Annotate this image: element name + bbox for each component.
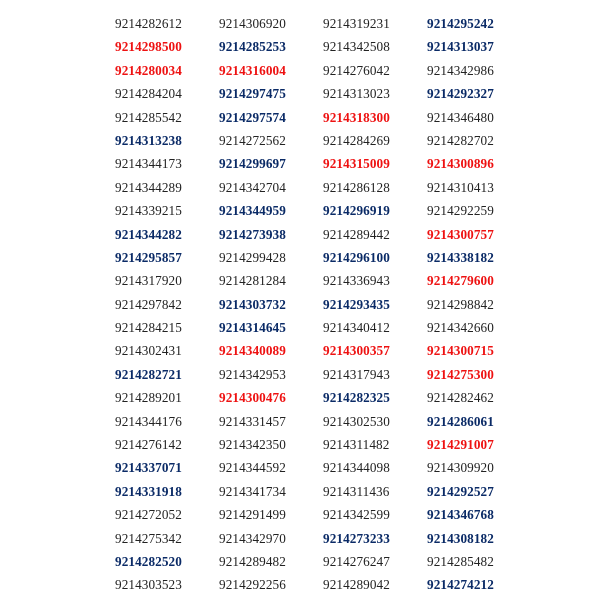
number-cell: 9214344173 bbox=[115, 156, 182, 172]
number-cell: 9214317943 bbox=[323, 366, 390, 382]
number-cell: 9214311482 bbox=[323, 437, 390, 453]
number-cell: 9214297475 bbox=[219, 86, 286, 102]
number-cell: 9214295242 bbox=[427, 16, 494, 31]
number-cell: 9214313037 bbox=[427, 39, 494, 55]
number-cell: 9214314645 bbox=[219, 320, 286, 336]
number-cell: 9214295857 bbox=[115, 249, 182, 265]
number-cell: 9214331457 bbox=[219, 413, 286, 429]
number-cell: 9214342970 bbox=[219, 530, 286, 546]
number-cell: 9214340412 bbox=[323, 320, 390, 336]
number-cell: 9214285542 bbox=[115, 109, 182, 125]
number-cell: 9214282520 bbox=[115, 553, 182, 569]
number-column-4 bbox=[427, 12, 531, 597]
number-cell: 9214289482 bbox=[219, 553, 286, 569]
number-cell: 9214280034 bbox=[115, 62, 182, 78]
number-cell: 9214286128 bbox=[323, 179, 390, 195]
number-column-1 bbox=[115, 12, 219, 597]
number-cell: 9214300757 bbox=[427, 226, 494, 242]
number-cell: 9214296919 bbox=[323, 203, 390, 219]
number-cell: 9214289042 bbox=[323, 577, 390, 593]
number-cell: 9214315009 bbox=[323, 156, 390, 172]
number-cell: 9214273938 bbox=[219, 226, 286, 242]
number-cell: 9214284204 bbox=[115, 86, 182, 102]
number-cell: 9214309920 bbox=[427, 460, 494, 476]
number-cell: 9214342350 bbox=[219, 437, 286, 453]
number-cell: 9214282462 bbox=[427, 390, 494, 406]
number-cell: 9214303732 bbox=[219, 296, 286, 312]
number-cell: 9214342599 bbox=[323, 507, 390, 523]
number-cell: 9214293435 bbox=[323, 296, 390, 312]
number-cell: 9214292259 bbox=[427, 203, 494, 219]
number-cell: 9214274212 bbox=[427, 577, 494, 593]
number-cell: 9214342508 bbox=[323, 39, 390, 55]
number-cell: 9214340089 bbox=[219, 343, 286, 359]
number-cell: 9214272052 bbox=[115, 507, 182, 523]
number-cell: 9214282612 bbox=[115, 16, 182, 31]
number-cell: 9214276042 bbox=[323, 62, 390, 78]
number-cell: 9214341734 bbox=[219, 483, 286, 499]
number-cell: 9214299697 bbox=[219, 156, 286, 172]
number-cell: 9214336943 bbox=[323, 273, 390, 289]
number-cell: 9214342986 bbox=[427, 62, 494, 78]
number-cell: 9214272562 bbox=[219, 132, 286, 148]
number-cell: 9214289201 bbox=[115, 390, 182, 406]
number-cell: 9214292256 bbox=[219, 577, 286, 593]
number-cell: 9214300896 bbox=[427, 156, 494, 172]
number-cell: 9214344176 bbox=[115, 413, 182, 429]
number-cell: 9214276142 bbox=[115, 437, 182, 453]
number-cell: 9214276247 bbox=[323, 553, 390, 569]
number-cell: 9214313023 bbox=[323, 86, 390, 102]
number-cell: 9214346480 bbox=[427, 109, 494, 125]
number-cell: 9214316004 bbox=[219, 62, 286, 78]
number-cell: 9214303523 bbox=[115, 577, 182, 593]
number-cell: 9214279600 bbox=[427, 273, 494, 289]
number-cell: 9214344282 bbox=[115, 226, 182, 242]
number-cell: 9214318300 bbox=[323, 109, 390, 125]
number-cell: 9214319231 bbox=[323, 16, 390, 31]
number-cell: 9214344098 bbox=[323, 460, 390, 476]
number-cell: 9214284215 bbox=[115, 320, 182, 336]
number-cell: 9214292527 bbox=[427, 483, 494, 499]
number-cell: 9214282702 bbox=[427, 132, 494, 148]
number-cell: 9214302431 bbox=[115, 343, 182, 359]
number-cell: 9214313238 bbox=[115, 132, 182, 148]
number-cell: 9214338182 bbox=[427, 249, 494, 265]
number-cell: 9214281284 bbox=[219, 273, 286, 289]
number-cell: 9214342704 bbox=[219, 179, 286, 195]
number-cell: 9214306920 bbox=[219, 16, 286, 31]
number-cell: 9214282721 bbox=[115, 366, 182, 382]
number-column-2 bbox=[219, 12, 323, 597]
number-cell: 9214284269 bbox=[323, 132, 390, 148]
number-cell: 9214285482 bbox=[427, 553, 494, 569]
number-cell: 9214289442 bbox=[323, 226, 390, 242]
number-cell: 9214310413 bbox=[427, 179, 494, 195]
number-cell: 9214282325 bbox=[323, 390, 390, 406]
number-cell: 9214300715 bbox=[427, 343, 494, 359]
number-column-3 bbox=[323, 12, 427, 597]
number-cell: 9214273233 bbox=[323, 530, 390, 546]
number-cell: 9214291499 bbox=[219, 507, 286, 523]
number-cell: 9214317920 bbox=[115, 273, 182, 289]
number-cell: 9214342660 bbox=[427, 320, 494, 336]
number-cell: 9214337071 bbox=[115, 460, 182, 476]
number-cell: 9214297842 bbox=[115, 296, 182, 312]
number-cell: 9214339215 bbox=[115, 203, 182, 219]
number-cell: 9214291007 bbox=[427, 437, 494, 453]
number-cell: 9214346768 bbox=[427, 507, 494, 523]
number-cell: 9214275300 bbox=[427, 366, 494, 382]
number-cell: 9214344959 bbox=[219, 203, 286, 219]
number-cell: 9214302530 bbox=[323, 413, 390, 429]
number-cell: 9214286061 bbox=[427, 413, 494, 429]
number-cell: 9214344289 bbox=[115, 179, 182, 195]
number-cell: 9214297574 bbox=[219, 109, 286, 125]
number-cell: 9214308182 bbox=[427, 530, 494, 546]
number-cell: 9214342953 bbox=[219, 366, 286, 382]
number-cell: 9214300476 bbox=[219, 390, 286, 406]
number-cell: 9214311436 bbox=[323, 483, 390, 499]
number-cell: 9214299428 bbox=[219, 249, 286, 265]
number-cell: 9214298842 bbox=[427, 296, 494, 312]
number-cell: 9214298500 bbox=[115, 39, 182, 55]
number-cell: 9214292327 bbox=[427, 86, 494, 102]
number-cell: 9214296100 bbox=[323, 249, 390, 265]
number-cell: 9214275342 bbox=[115, 530, 182, 546]
number-cell: 9214344592 bbox=[219, 460, 286, 476]
number-cell: 9214331918 bbox=[115, 483, 182, 499]
number-cell: 9214300357 bbox=[323, 343, 390, 359]
number-grid bbox=[0, 12, 600, 597]
number-cell: 9214285253 bbox=[219, 39, 286, 55]
